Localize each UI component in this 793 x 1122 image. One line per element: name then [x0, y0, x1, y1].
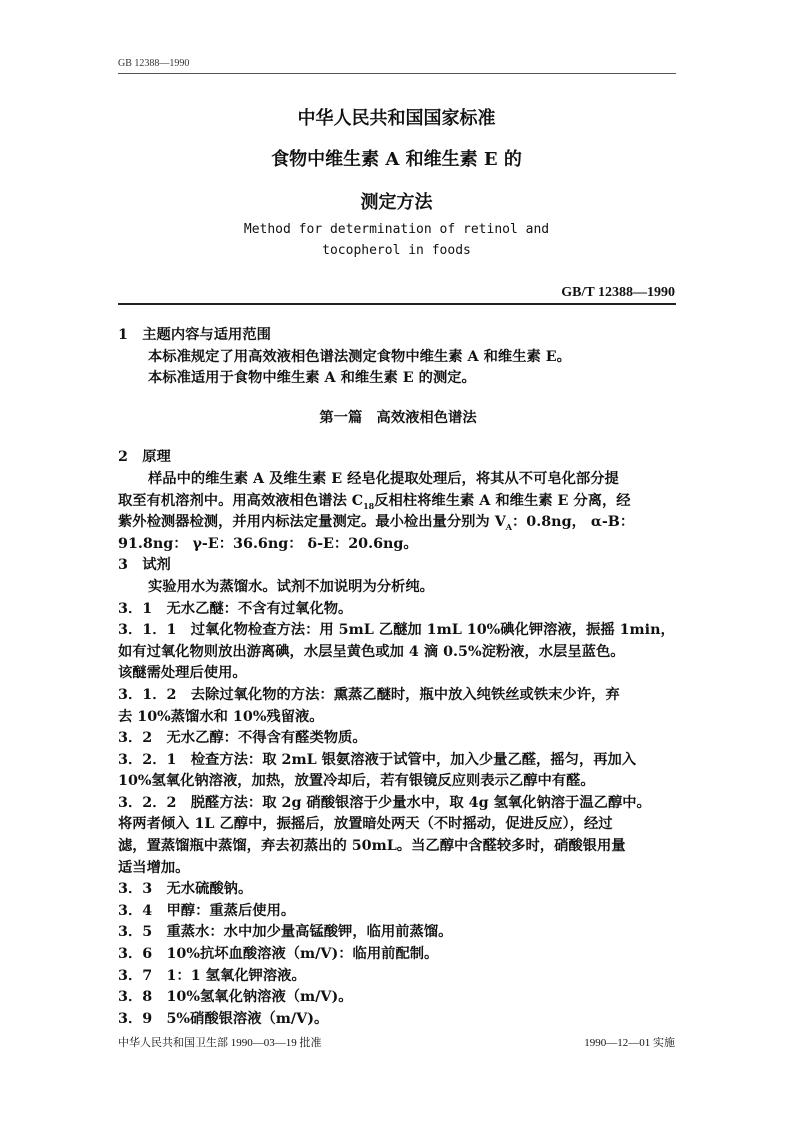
section-3-line: 3．2．1 检查方法：取 2mL 银氨溶液于试管中，加入少量乙醛，摇匀，再加入	[118, 751, 637, 768]
approval-note: 中华人民共和国卫生部 1990—03—19 批准	[118, 1037, 322, 1049]
section-3-intro: 实验用水为蒸馏水。试剂不加说明为分析纯。	[148, 578, 434, 595]
section-3-line: 3．4 甲醇：重蒸后使用。	[118, 902, 296, 919]
section-3-line: 3．7 1：1 氢氧化钾溶液。	[118, 967, 306, 984]
section-2-line: 样品中的维生素 A 及维生素 E 经皂化提取处理后，将其从不可皂化部分提	[148, 470, 619, 487]
section-3-heading: 3 试剂	[118, 557, 171, 574]
section-3-line: 3．6 10%抗坏血酸溶液（m/V)：临用前配制。	[118, 946, 439, 963]
title-rule	[118, 303, 676, 305]
section-2-line	[118, 491, 678, 513]
section-3-line: 3．2 无水乙醇：不得含有醛类物质。	[118, 730, 367, 747]
section-3-line: 3．1 无水乙醚：不含有过氧化物。	[118, 600, 353, 617]
part-heading: 第一篇 高效液相色谱法	[319, 409, 477, 426]
subscript: 18	[363, 500, 375, 511]
section-3-line: 10%氢氧化钠溶液，加热，放置冷却后，若有银镜反应则表示乙醇中有醛。	[118, 773, 595, 790]
standard-number: GB/T 12388—1990	[561, 285, 675, 300]
section-3-line: 3．8 10%氢氧化钠溶液（m/V)。	[118, 989, 353, 1006]
text: 紫外检测器检测，并用内标法定量测定。最小检出量分别为 V	[118, 514, 506, 531]
section-3-line: 3．3 无水硫酸钠。	[118, 881, 253, 898]
section-3-line: 3．9 5%硝酸银溶液（m/V)。	[118, 1010, 329, 1027]
text: 取至有机溶剂中。用高效液相色谱法 C	[118, 492, 364, 509]
section-1-para-1: 本标准规定了用高效液相色谱法测定食物中维生素 A 和维生素 E。	[148, 348, 571, 365]
section-2-line: 91.8ng： γ-E：36.6ng： δ-E：20.6ng。	[118, 535, 418, 552]
subscript: A	[505, 522, 513, 533]
section-3-line: 3．2．2 脱醛方法：取 2g 硝酸银溶于少量水中，取 4g 氢氧化钠溶于温乙醇中。	[118, 794, 651, 811]
section-3-line: 3．1．1 过氧化物检查方法：用 5mL 乙醚加 1mL 10%碘化钾溶液，振摇 1min，	[118, 622, 675, 639]
section-2-line	[118, 512, 678, 534]
title-line-3: 测定方法	[360, 192, 433, 213]
section-3-line: 如有过氧化物则放出游离碘，水层呈黄色或加 4 滴 0.5%淀粉液，水层呈蓝色。	[118, 643, 625, 660]
title-line-1: 中华人民共和国国家标准	[297, 108, 496, 129]
section-1-heading: 1 主题内容与适用范围	[118, 327, 271, 343]
section-3-line: 将两者倾入 1L 乙醇中，振摇后，放置暗处两天（不时摇动，促进反应），经过	[118, 816, 613, 833]
document-body	[118, 325, 678, 1030]
english-title-1: Method for determination of retinol and	[243, 222, 550, 237]
section-2-heading: 2 原理	[118, 449, 171, 466]
text: 反相柱将维生素 A 和维生素 E 分离，经	[374, 492, 631, 509]
section-3-line: 3．5 重蒸水：水中加少量高锰酸钾，临用前蒸馏。	[118, 924, 453, 941]
effective-date: 1990—12—01 实施	[584, 1037, 675, 1049]
section-3-line: 去 10%蒸馏水和 10%残留液。	[118, 708, 324, 725]
header-rule	[118, 73, 676, 74]
english-title-2: tocopherol in foods	[322, 243, 471, 258]
section-3-line: 3．1．2 去除过氧化物的方法：熏蒸乙醚时，瓶中放入纯铁丝或铁末少许，弃	[118, 686, 620, 703]
text: ：0.8ng， α-B：	[512, 514, 635, 531]
section-3-line: 滤，置蒸馏瓶中蒸馏，弃去初蒸出的 50mL。当乙醇中含醛较多时，硝酸银用量	[118, 838, 626, 855]
section-3-line: 该醚需处理后使用。	[118, 665, 247, 682]
section-3-line: 适当增加。	[118, 859, 190, 876]
section-1-para-2: 本标准适用于食物中维生素 A 和维生素 E 的测定。	[148, 370, 476, 387]
running-head: GB 12388—1990	[118, 58, 190, 69]
title-line-2: 食物中维生素 A 和维生素 E 的	[271, 149, 522, 170]
